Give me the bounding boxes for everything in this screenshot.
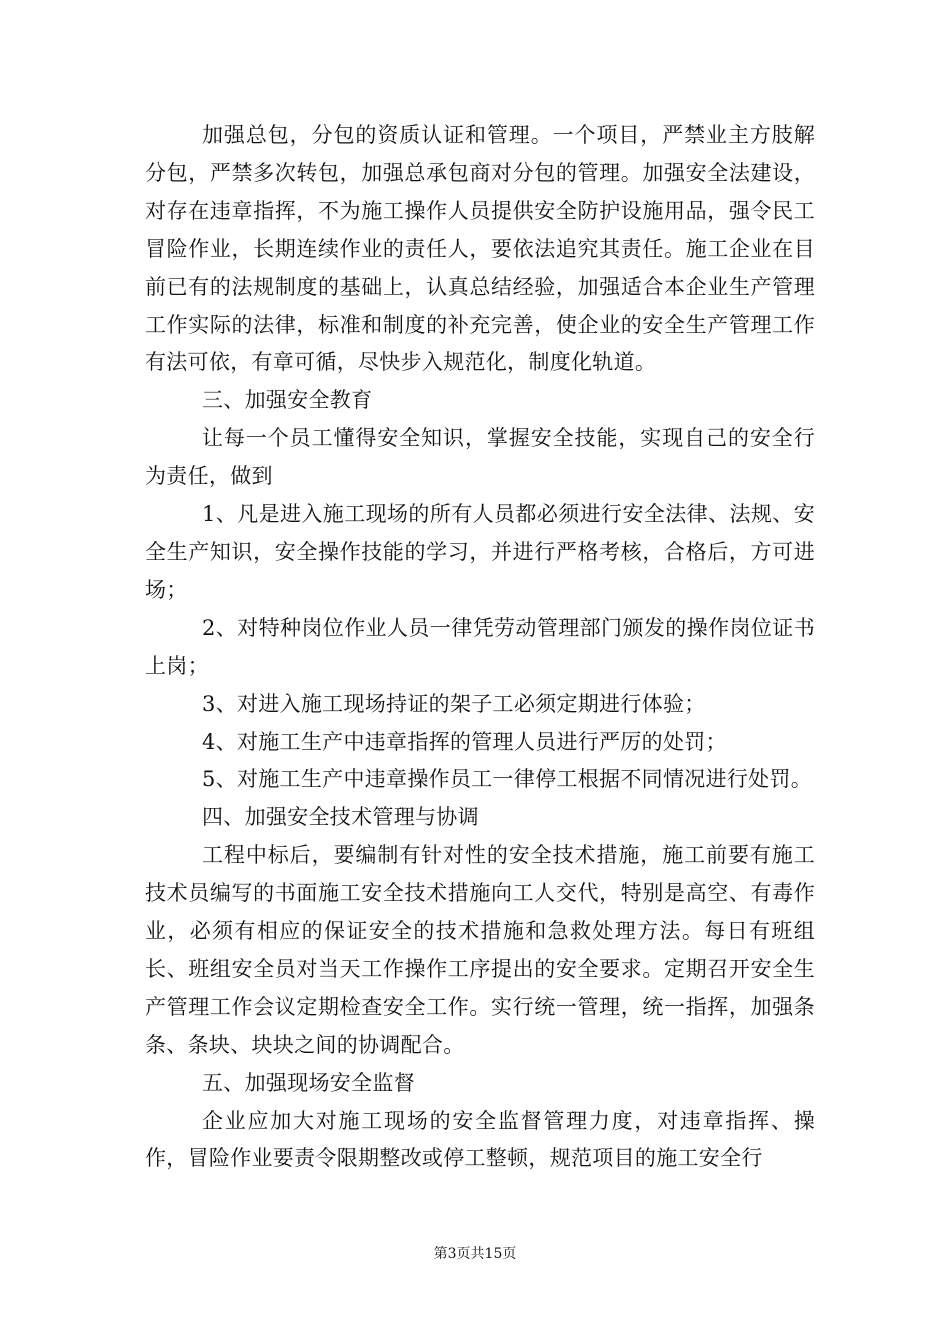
section-heading-safety-education: 三、加强安全教育 [202, 388, 373, 413]
paragraph-safety-education-intro: 让每一个员工懂得安全知识，掌握安全技能，实现自己的安全行为责任，做到 [145, 426, 815, 489]
paragraph-technical-measures: 工程中标后，要编制有针对性的安全技术措施，施工前要有施工技术员编写的书面施工安全技术措施向工人交代，特别是高空、有毒作业，必须有相应的保证安全的技术措施和急救处理方法。每日有班组长、班组安全员对当天工作操作工序提出的安全要求。定期召开安全生产管理工作会议定期检查安全工作。实行统一管理，统一指挥，加强条条、条块、块块之间的协调配合。 [145, 843, 815, 1057]
list-item-2: 2、对特种岗位作业人员一律凭劳动管理部门颁发的操作岗位证书上岗； [145, 615, 815, 678]
page-footer [0, 1243, 950, 1263]
section-heading-technical-management: 四、加强安全技术管理与协调 [202, 805, 479, 830]
list-item-1: 1、凡是进入施工现场的所有人员都必须进行安全法律、法规、安全生产知识，安全操作技能的学习，并进行严格考核，合格后，方可进场； [145, 502, 815, 602]
paragraph-subcontract-management: 加强总包，分包的资质认证和管理。一个项目，严禁业主方肢解分包，严禁多次转包，加强总承包商对分包的管理。加强安全法建设，对存在违章指挥，不为施工操作人员提供安全防护设施用品，强令民工冒险作业，长期连续作业的责任人，要依法追究其责任。施工企业在目前已有的法规制度的基础上，认真总结经验，加强适合本企业生产管理工作实际的法律，标准和制度的补充完善，使企业的安全生产管理工作有法可依，有章可循，尽快步入规范化，制度化轨道。 [145, 123, 815, 375]
paragraph-site-supervision: 企业应加大对施工现场的安全监督管理力度，对违章指挥、操作，冒险作业要责令限期整改或停工整顿，规范项目的施工安全行 [145, 1108, 815, 1171]
list-item-4: 4、对施工生产中违章指挥的管理人员进行严厉的处罚； [202, 729, 727, 754]
page-number: 第3页共15页 [433, 1246, 517, 1262]
section-heading-site-supervision: 五、加强现场安全监督 [202, 1070, 415, 1095]
document-body [145, 117, 815, 1178]
list-item-3: 3、对进入施工现场持证的架子工必须定期进行体验； [202, 691, 706, 716]
list-item-5: 5、对施工生产中违章操作员工一律停工根据不同情况进行处罚。 [202, 767, 813, 792]
